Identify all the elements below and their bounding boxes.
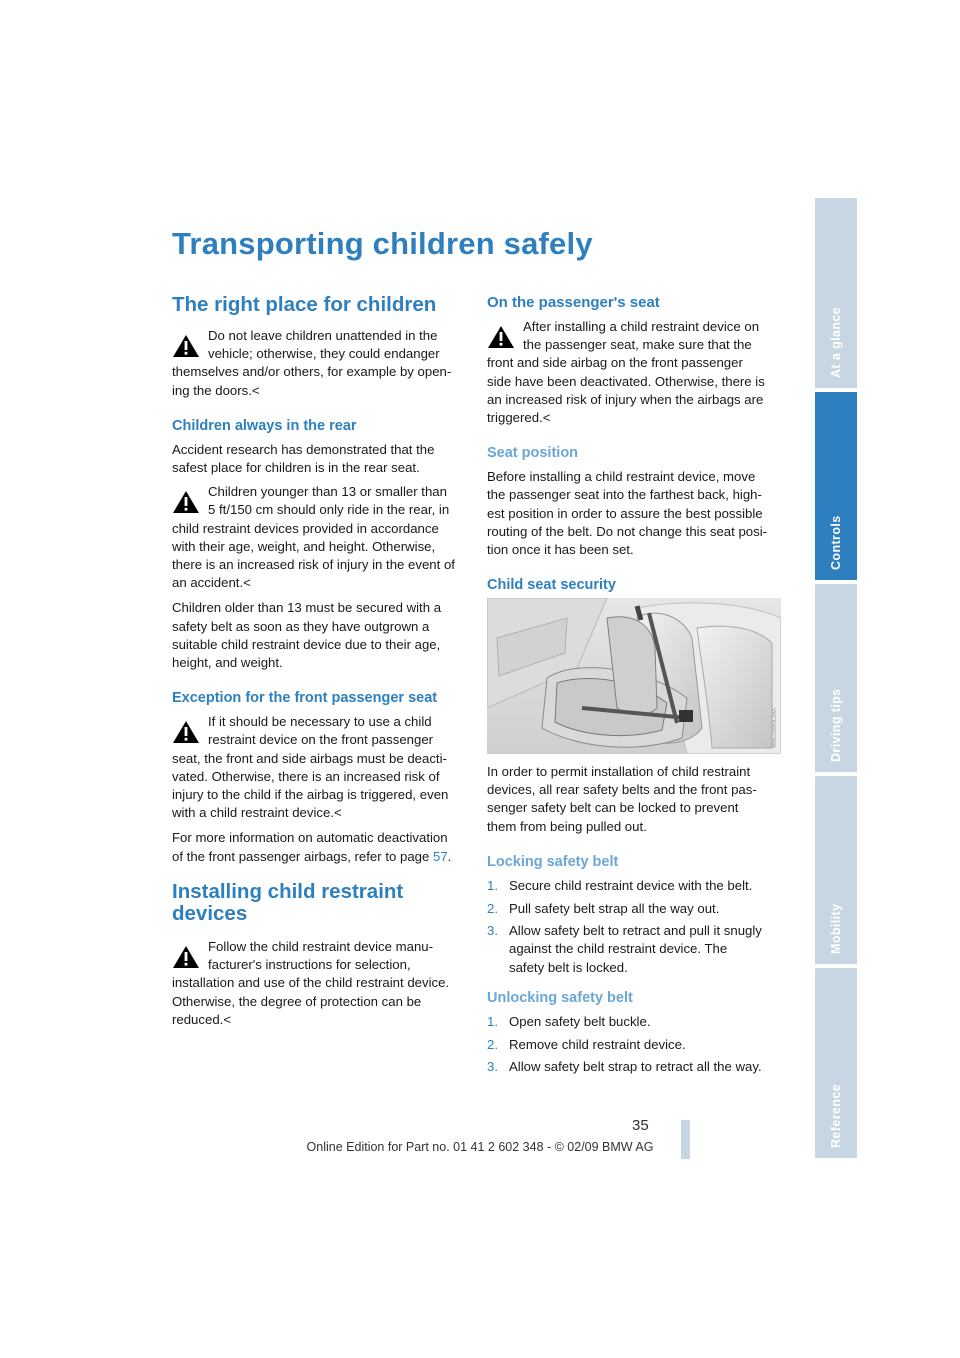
body-text: safest place for children is in the rear seat.: [172, 460, 420, 476]
warning-text: Do not leave children unattended in the: [208, 328, 438, 343]
warning-triangle-icon: [172, 945, 200, 969]
warning-text: vated. Otherwise, there is an increased risk of: [172, 768, 440, 784]
warning-text: an increased risk of injury when the airbags are: [487, 391, 764, 407]
body-text: them from being pulled out.: [487, 818, 647, 834]
body-text: suitable child restraint device due to their age,: [172, 636, 441, 652]
warning-block: [172, 938, 465, 1029]
body-text: Accident research has demonstrated that the: [172, 441, 435, 457]
list-item: 1. Secure child restraint device with the belt.: [487, 877, 753, 893]
warning-text: If it should be necessary to use a child: [208, 714, 432, 730]
heading-locking-safety-belt: Locking safety belt: [487, 853, 619, 870]
heading-right-place: The right place for children: [172, 293, 437, 316]
warning-triangle-icon: [172, 720, 200, 744]
body-text: the passenger seat into the farthest back, high-: [487, 487, 762, 503]
tab-controls[interactable]: Controls: [815, 392, 857, 580]
heading-child-seat-security: Child seat security: [487, 577, 616, 594]
body-text: safety belt as soon as they have outgrown a: [172, 618, 430, 634]
body-text: devices, all rear safety belts and the front pas-: [487, 782, 757, 798]
tab-reference[interactable]: Reference: [815, 968, 857, 1158]
page-reference-link[interactable]: 57: [433, 848, 448, 864]
warning-text: 5 ft/150 cm should only ride in the rear, in: [208, 502, 450, 518]
image-code: W6C0590CMA: [772, 707, 778, 748]
body-text: Children older than 13 must be secured with a: [172, 600, 442, 616]
unlocking-steps: [487, 1013, 781, 1077]
section-child-seat-security-text: [487, 763, 781, 1081]
warning-text: triggered.<: [487, 410, 551, 426]
list-item: 3. Allow safety belt strap to retract all the way.: [487, 1059, 762, 1075]
warning-text: with their age, weight, and height. Otherwise,: [172, 538, 436, 554]
warning-block: [172, 713, 465, 822]
tab-driving-tips[interactable]: Driving tips: [815, 584, 857, 772]
warning-text: the passenger seat, make sure that the: [523, 337, 752, 353]
tab-mobility[interactable]: Mobility: [815, 776, 857, 964]
footer-text: Online Edition for Part no. 01 41 2 602 348 - © 02/09 BMW AG: [306, 1140, 654, 1154]
heading-seat-position: Seat position: [487, 445, 579, 462]
body-text: est position in order to assure the best possible: [487, 505, 763, 521]
warning-text: After installing a child restraint device on: [523, 319, 760, 334]
warning-text: Follow the child restraint device manu-: [208, 939, 434, 954]
heading-children-rear: Children always in the rear: [172, 417, 357, 434]
warning-text: ing the doors.<: [172, 382, 260, 398]
body-text: routing of the belt. Do not change this seat posi-: [487, 523, 768, 539]
page-title: Transporting children safely: [172, 226, 593, 261]
warning-triangle-icon: [172, 334, 200, 358]
warning-text: an accident.<: [172, 575, 251, 591]
warning-text: restraint device on the front passenger: [208, 732, 434, 748]
list-item: 2. Pull safety belt strap all the way out.: [487, 900, 720, 916]
body-text: Before installing a child restraint device, move: [487, 469, 756, 485]
body-text: of the front passenger airbags, refer to page 57.: [172, 848, 452, 864]
page-number: 35: [632, 1117, 649, 1134]
warning-text: reduced.<: [172, 1011, 232, 1027]
warning-text: there is an increased risk of injury in the event of: [172, 557, 455, 573]
warning-text: installation and use of the child restraint device.: [172, 975, 450, 991]
warning-text: injury to the child if the airbag is triggered, even: [172, 787, 449, 803]
child-seat-illustration: [487, 598, 781, 754]
section-right-place: [172, 294, 465, 866]
list-item: 3. Allow safety belt to retract and pull it snugly against the child restraint device. The safety belt is locked.: [487, 923, 762, 975]
warning-text: seat, the front and side airbags must be deacti-: [172, 750, 447, 766]
warning-text: child restraint devices provided in accordance: [172, 520, 439, 536]
warning-text: Otherwise, the degree of protection can be: [172, 993, 422, 1009]
heading-passenger-seat: On the passenger's seat: [487, 294, 660, 311]
body-text: height, and weight.: [172, 655, 283, 671]
warning-text: front and side airbag on the front passenger: [487, 355, 743, 371]
locking-steps: [487, 877, 781, 977]
heading-exception-front-seat: Exception for the front passenger seat: [172, 690, 438, 707]
warning-text: themselves and/or others, for example by open-: [172, 364, 452, 380]
warning-text: facturer's instructions for selection,: [208, 957, 411, 973]
list-item: 2. Remove child restraint device.: [487, 1036, 686, 1052]
body-text: tion once it has been set.: [487, 542, 634, 558]
body-text: senger safety belt can be locked to prevent: [487, 800, 739, 816]
section-installing: [172, 881, 465, 1029]
warning-block: [487, 318, 781, 427]
warning-triangle-icon: [172, 490, 200, 514]
heading-unlocking-safety-belt: Unlocking safety belt: [487, 989, 633, 1006]
list-item: 1. Open safety belt buckle.: [487, 1013, 651, 1029]
warning-triangle-icon: [487, 325, 515, 349]
warning-text: side have been deactivated. Otherwise, there is: [487, 373, 765, 389]
body-text: In order to permit installation of child restraint: [487, 764, 751, 779]
section-passenger-seat: [487, 294, 781, 593]
heading-installing-child-restraint: Installing child restraint devices: [172, 880, 404, 925]
warning-text: with a child restraint device.<: [172, 805, 342, 821]
warning-block: [172, 483, 465, 592]
warning-block: [172, 327, 465, 400]
warning-text: Children younger than 13 or smaller than: [208, 484, 447, 500]
warning-text: vehicle; otherwise, they could endanger: [208, 346, 440, 362]
body-text: For more information on automatic deactivation: [172, 830, 448, 846]
tab-at-a-glance[interactable]: At a glance: [815, 198, 857, 388]
